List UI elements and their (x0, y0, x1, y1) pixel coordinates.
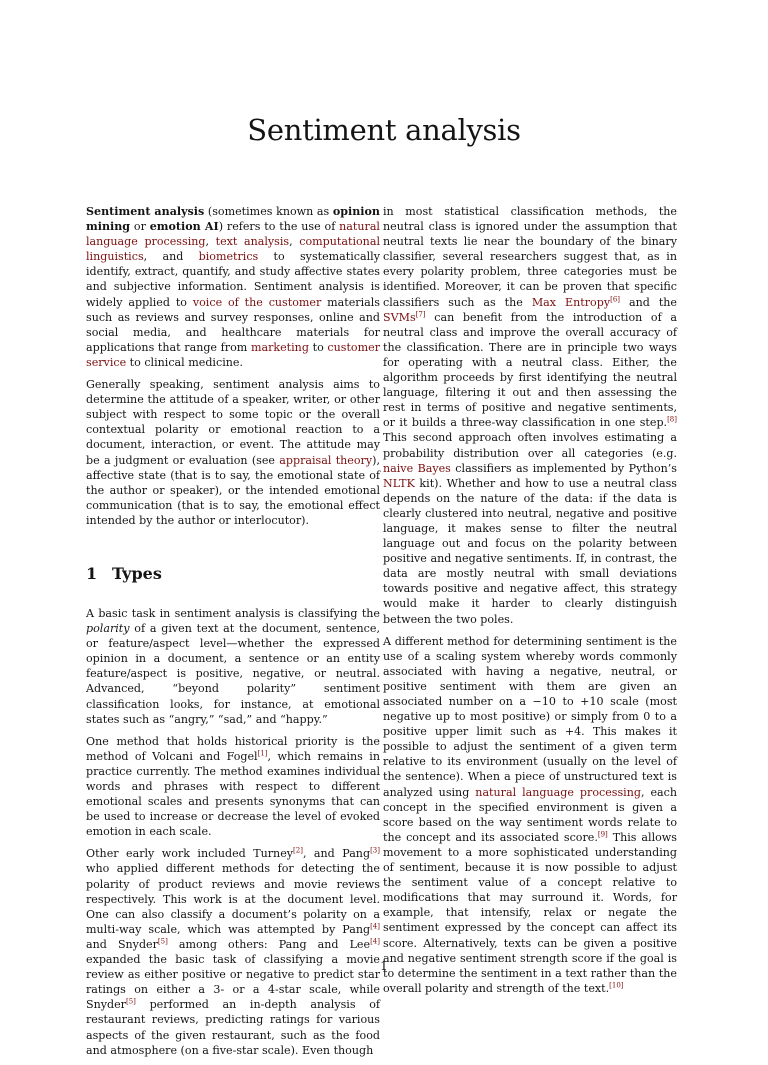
text-run: This allows movement to a more sophisticated understanding of sentiment, because it is now possible to adjust the sentiment value of a concept relative to modifications that may surround it. Words, for example, that intensify, relax or negate the sentiment expressed by the concept can affect its score. Alternatively, texts can be given a positive and negative sentiment strength score if the goal is to determine the sentiment in a text rather than the overall polarity and strength of the text. (383, 830, 677, 995)
text-run: This second approach often involves estimating a probability distribution over all categories (e.g. (383, 431, 677, 460)
text-run: , and (143, 250, 199, 264)
volcani-fogel-paragraph (86, 734, 380, 840)
link-natural-language-processing-2[interactable]: natural language processing (475, 785, 641, 799)
page-title: Sentiment analysis (247, 113, 521, 147)
text-run: , which remains in practice currently. The method examines individual words and phrases with respect to different emotional scales and presents synonyms that can be used to increase or decrease the level of evoked emotion in each scale. (86, 749, 381, 839)
text-run: Other early work included Turney (86, 847, 294, 861)
citation-3[interactable]: [3] (370, 846, 380, 855)
text-run: One method that holds historical priority is the method of Volcani and Fogel (86, 734, 380, 763)
text-run: , each concept in the specified environment is given a score based on the way sentiment words relate to the concept and its associated score. (383, 785, 678, 844)
text-run: A basic task in sentiment analysis is classifying the (86, 606, 380, 620)
text-run: to (308, 340, 328, 354)
scaling-system-paragraph (383, 634, 677, 996)
emphasis-polarity: polarity (86, 622, 130, 636)
text-run: , (289, 235, 300, 249)
text-run: A different method for determining sentiment is the use of a scaling system whereby words commonly associated with having a negative, neutral, or positive sentiment with them are given an associated number on a −10 to +10 scale (most negative up to most positive) or simply from 0 to a positive upper limit such as +4. This makes it possible to adjust the sentiment of a given term relative to its environment (usually on the level of the sentence). When a piece of unstructured text is analyzed using (383, 634, 677, 799)
citation-2[interactable]: [2] (293, 846, 303, 855)
link-appraisal-theory[interactable]: appraisal theory (279, 453, 373, 467)
citation-6[interactable]: [6] (610, 294, 621, 303)
link-customer-service[interactable]: customer service (86, 340, 380, 369)
text-run: , (205, 235, 216, 249)
link-marketing[interactable]: marketing (250, 340, 309, 354)
section-heading-types (86, 564, 380, 584)
page-number: 1 (380, 959, 388, 973)
polarity-paragraph (86, 606, 380, 727)
text-run: who applied different methods for detecting the polarity of product reviews and movie reviews respectively. This work is at the document level. One can also classify a document’s polarity on a multi-way scale, which was attempted by Pang (86, 862, 380, 936)
text-run: ), affective state (that is to say, the emotional state of the author or speaker), or the intended emotional communication (that is to say, the emotional effect intended by the author or interlocutor). (86, 453, 380, 527)
link-natural-language-processing[interactable]: natural language processing (86, 220, 380, 249)
text-run: expanded the basic task of classifying a movie review as either positive or negative to predict star ratings on either a 3- or a 4-star scale, while Snyder (86, 953, 380, 1012)
text-run: (sometimes known as (204, 205, 333, 218)
link-biometrics[interactable]: biometrics (198, 250, 259, 264)
link-svms[interactable]: SVMs (383, 310, 416, 324)
text-run: ) refers to the use of (218, 220, 340, 234)
citation-4[interactable]: [4] (370, 922, 380, 931)
citation-5[interactable]: [5] (157, 937, 168, 946)
citation-10[interactable]: [10] (609, 981, 624, 990)
text-run: in most statistical classification methods, the neutral class is ignored under the assumption that neutral texts lie near the boundary of the binary classifier, several researchers suggest that, as in every polarity problem, three categories must be identified. Moreover, it can be proven that specific classifiers such as the (383, 205, 677, 309)
link-text-analysis[interactable]: text analysis (215, 235, 290, 249)
text-run: or (130, 220, 150, 234)
term-opinion-mining: opinion mining (86, 205, 380, 234)
text-run: can benefit from the introduction of a neutral class and improve the overall accuracy of the classification. There are in principle two ways for operating with a neutral class. Either, the algorithm proceeds by first identifying the neutral language, filtering it out and then assessing the rest in terms of positive and negative sentiments, or it builds a three-way classification in one step. (383, 310, 677, 430)
term-emotion-ai: emotion AI (149, 220, 219, 234)
citation-1[interactable]: [1] (257, 749, 268, 758)
text-run: kit). Whether and how to use a neutral class depends on the nature of the data: if the data is clearly clustered into neutral, negative and positive language, it makes sense to filter the neutral language out and focus on the polarity between positive and negative sentiments. If, in contrast, the data are mostly neutral with small deviations towards positive and negative affect, this strategy would make it harder to clearly distinguish between the two poles. (383, 476, 677, 626)
text-run: and the (620, 295, 677, 309)
neutral-class-paragraph (383, 204, 677, 627)
text-run: among others: Pang and Lee (167, 937, 371, 951)
early-work-paragraph (86, 846, 380, 1057)
link-max-entropy[interactable]: Max Entropy (531, 295, 611, 309)
citation-7[interactable]: [7] (415, 309, 426, 318)
citation-8[interactable]: [8] (667, 415, 677, 424)
link-computational-linguistics[interactable]: computational linguistics (86, 235, 380, 264)
text-run: and Snyder (86, 937, 158, 951)
text-run: of a given text at the document, sentence, or feature/aspect level—whether the expressed opinion in a document, a sentence or an entity feature/aspect is positive, negative, or neutral. Advanced, “beyond polarity” sentiment classification looks, for instance, at emotional states such as “angry,” “sad,” and “happy.” (86, 622, 380, 726)
citation-4[interactable]: [4] (370, 937, 380, 946)
text-run: materials such as reviews and survey responses, online and social media, and healthcare materials for applications that range from (86, 295, 380, 354)
left-column (86, 204, 380, 1065)
text-run: performed an in-depth analysis of restaurant reviews, predicting ratings for various aspects of the given restaurant, such as the food and atmosphere (on a five-star scale). Even though (86, 998, 380, 1057)
text-run: classifiers as implemented by Python’s (450, 461, 677, 475)
intro-paragraph (86, 204, 380, 370)
right-column (383, 204, 677, 1003)
section-number: 1 (86, 563, 98, 583)
section-title: Types (112, 563, 162, 583)
link-nltk[interactable]: NLTK (383, 476, 415, 490)
text-run: to clinical medicine. (126, 355, 243, 369)
citation-9[interactable]: [9] (597, 830, 608, 839)
text-run: , and Pang (302, 847, 371, 861)
link-naive-bayes[interactable]: naive Bayes (383, 461, 451, 475)
link-voice-of-the-customer[interactable]: voice of the customer (192, 295, 322, 309)
attitude-paragraph (86, 377, 380, 528)
text-run: to systematically identify, extract, quantify, and study affective states and subjective information. Sentiment analysis is widely applied to (86, 250, 380, 309)
term-sentiment-analysis: Sentiment analysis (86, 205, 205, 218)
citation-5[interactable]: [5] (125, 997, 136, 1006)
text-run: Generally speaking, sentiment analysis aims to determine the attitude of a speaker, writer, or other subject with respect to some topic or the overall contextual polarity or emotional reaction to a document, interaction, or event. The attitude may be a judgment or evaluation (see (86, 378, 380, 467)
